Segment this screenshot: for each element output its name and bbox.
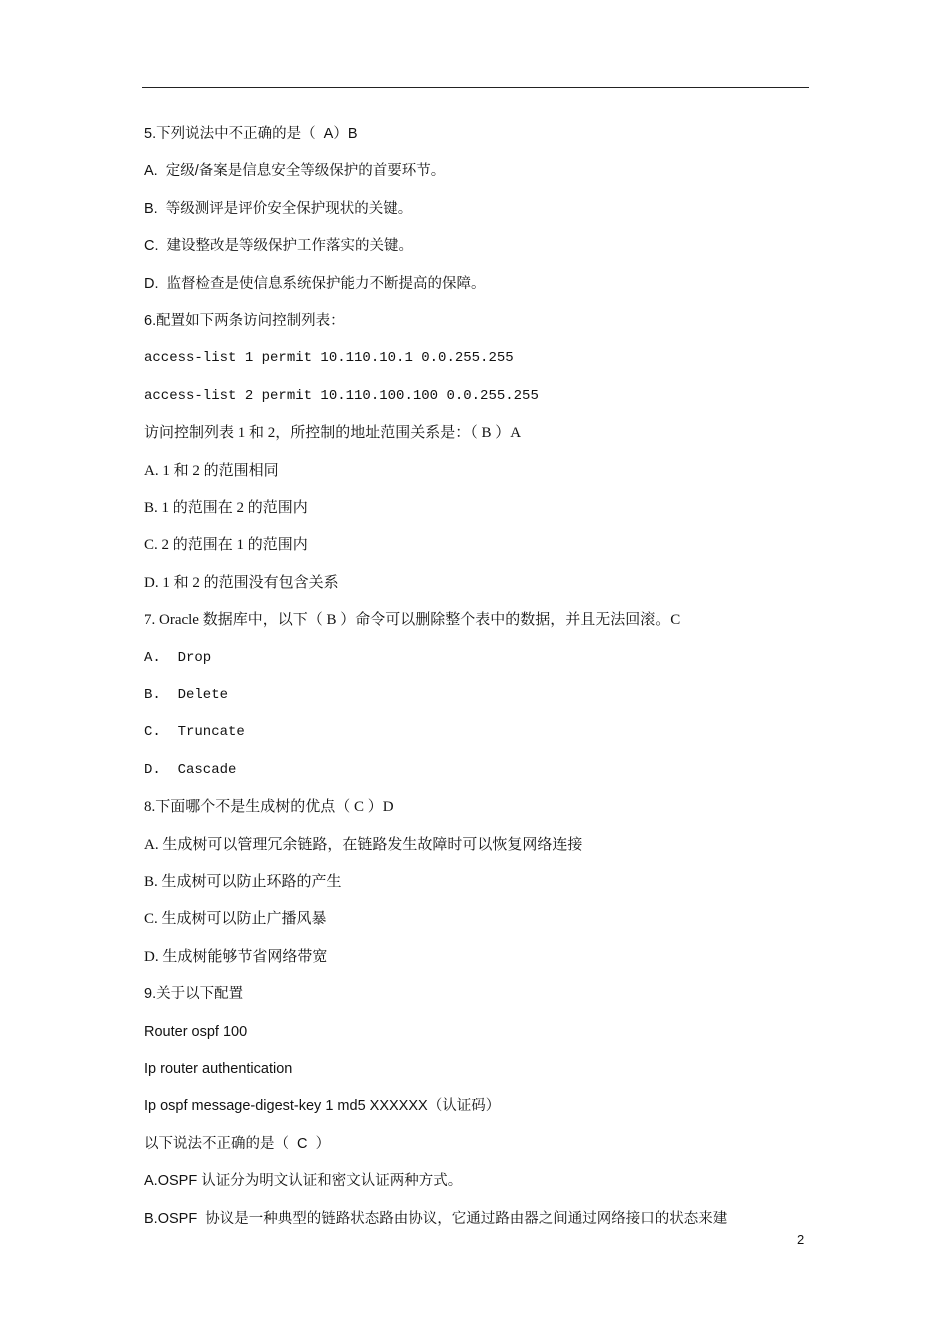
text-line: C. 2 的范围在 1 的范围内 xyxy=(144,537,308,554)
text-line: B. 生成树可以防止环路的产生 xyxy=(144,874,342,890)
text-line: 7. Oracle 数据库中，以下（ B ）命令可以删除整个表中的数据，并且无法回滚。C xyxy=(144,612,681,629)
text-line: 访问控制列表 1 和 2，所控制的地址范围关系是：（ B ）A xyxy=(144,425,522,442)
text-line: 9.关于以下配置 xyxy=(144,986,244,1003)
text-line: D. Cascade xyxy=(144,761,237,778)
text-line: Ip router authentication xyxy=(144,1061,293,1077)
text-line: B. 1 的范围在 2 的范围内 xyxy=(144,500,308,516)
text-line: 6.配置如下两条访问控制列表： xyxy=(144,313,345,329)
text-line: access-list 1 permit 10.110.10.1 0.0.255.255 xyxy=(144,350,514,367)
text-line: A.OSPF 认证分为明文认证和密文认证两种方式。 xyxy=(144,1173,463,1190)
text-line: Router ospf 100 xyxy=(144,1023,248,1040)
text-line: A. 生成树可以管理冗余链路，在链路发生故障时可以恢复网络连接 xyxy=(144,836,583,853)
text-line: 8.下面哪个不是生成树的优点（ C ）D xyxy=(144,799,394,816)
text-line: Ip ospf message-digest-key 1 md5 XXXXXX（认证码） xyxy=(144,1098,501,1115)
page-number: 2 xyxy=(797,1232,805,1247)
header-rule xyxy=(142,87,809,88)
text-line: 5.下列说法中不正确的是（ A）B xyxy=(144,126,358,142)
text-line: A. Drop xyxy=(144,649,212,666)
text-line: A. 1 和 2 的范围相同 xyxy=(144,462,279,479)
text-line: access-list 2 permit 10.110.100.100 0.0.255.255 xyxy=(144,387,539,404)
text-line: C. 生成树可以防止广播风暴 xyxy=(144,911,327,928)
text-line: C. Truncate xyxy=(144,724,245,741)
text-line: B.OSPF 协议是一种典型的链路状态路由协议，它通过路由器之间通过网络接口的状态来建 xyxy=(144,1210,728,1227)
text-line: C. 建设整改是等级保护工作落实的关键。 xyxy=(144,238,414,255)
text-line: B. Delete xyxy=(144,687,229,703)
text-line: A. 定级/备案是信息安全等级保护的首要环节。 xyxy=(144,163,446,180)
text-line: D. 1 和 2 的范围没有包含关系 xyxy=(144,574,339,591)
text-line: D. 生成树能够节省网络带宽 xyxy=(144,948,328,965)
text-line: 以下说法不正确的是（ C ） xyxy=(144,1135,331,1152)
text-line: D. 监督检查是使信息系统保护能力不断提高的保障。 xyxy=(144,275,486,292)
text-line: B. 等级测评是评价安全保护现状的关键。 xyxy=(144,200,413,217)
